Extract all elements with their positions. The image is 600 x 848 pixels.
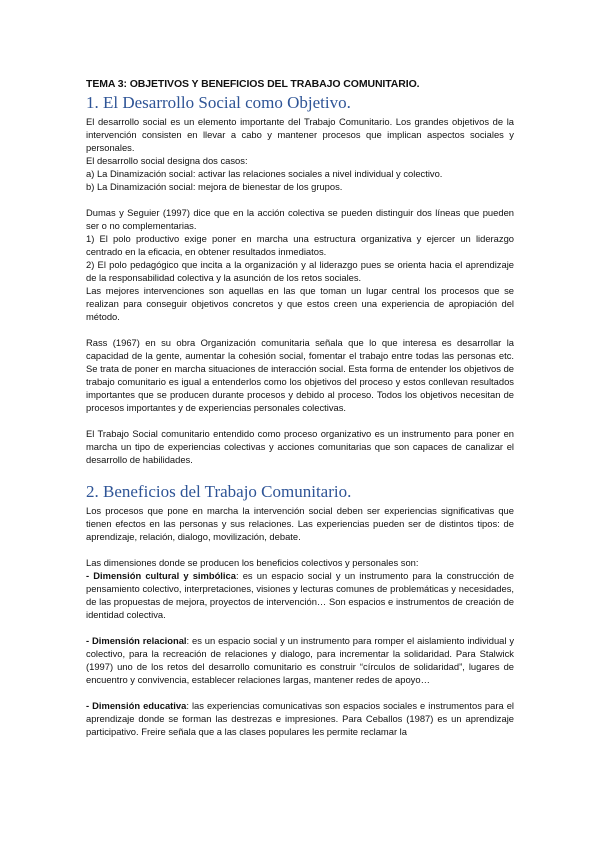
dimension-cultural xyxy=(86,569,514,621)
dimension-label: - Dimensión educativa xyxy=(86,700,187,711)
paragraph: Las mejores intervenciones son aquellas en las que toman un lugar central los procesos que se realizan para conseguir objetivos concretos y que estos creen una experiencia de apropiación del método. xyxy=(86,285,514,322)
paragraph: El desarrollo social designa dos casos: xyxy=(86,155,248,166)
dimension-label: - Dimensión relacional xyxy=(86,635,187,646)
list-item: b) La Dinamización social: mejora de bienestar de los grupos. xyxy=(86,181,343,192)
list-item: 2) El polo pedagógico que incita a la organización y al liderazgo pues se orienta hacia el aprendizaje de la responsabilidad colectiva y la asunción de los retos sociales. xyxy=(86,259,514,283)
dimension-educativa xyxy=(86,699,514,738)
topic-title: TEMA 3: OBJETIVOS Y BENEFICIOS DEL TRABAJO COMUNITARIO. xyxy=(86,78,420,90)
section-2-heading: 2. Beneficios del Trabajo Comunitario. xyxy=(86,482,352,501)
list-item: 1) El polo productivo exige poner en marcha una estructura organizativa y ejercer un liderazgo centrado en la eficacia, en obtener resultados inmediatos. xyxy=(86,233,514,257)
dimension-text: : es un espacio social y un instrumento para la construcción de pensamiento colectivo, interpretaciones, visiones y lecturas comunes de problemáticas y necesidades, de las propuestas de mejora, proyectos de intervención… Son espacios e instrumentos de creación de identidad colectiva. xyxy=(86,570,514,620)
section-1-heading: 1. El Desarrollo Social como Objetivo. xyxy=(86,93,351,112)
paragraph: El Trabajo Social comunitario entendido como proceso organizativo es un instrumento para poner en marcha un tipo de experiencias colectivas y acciones comunitarias que son capaces de canalizar el desarrollo de habilidades. xyxy=(86,428,514,465)
paragraph: Los procesos que pone en marcha la intervención social deben ser experiencias significativas que tienen efectos en las personas y sus relaciones. Las experiencias pueden ser de distintos tipos: de aprendizaje, relación, dialogo, movilización, debate. xyxy=(86,505,514,542)
dimension-relacional xyxy=(86,634,514,686)
paragraph: Las dimensiones donde se producen los beneficios colectivos y personales son: xyxy=(86,557,419,568)
dimension-text: : es un espacio social y un instrumento para romper el aislamiento individual y colectivo, para la recreación de relaciones y dialogo, para incrementar la solidaridad. Para Stalwick (1997) uno de los retos del desarrollo comunitario es construir “círculos de solidaridad”, lugares de encuentro y convivencia, establecer relaciones largas, mantener redes de apoyo… xyxy=(86,635,515,685)
dimension-label: - Dimensión cultural y simbólica xyxy=(86,570,236,581)
paragraph: Rass (1967) en su obra Organización comunitaria señala que lo que interesa es desarrollar la capacidad de la gente, aumentar la cohesión social, fomentar el trabajo entre todas las personas etc. Se trata de poner en marcha situaciones de interacción social. Esta forma de entender los objetivos de trabajo comunitario es igual a entenderlos como los objetivos del proceso y estos conllevan resultados importantes que se producen durante procesos y debido al proceso. Todos los objetivos necesitan de procesos importantes y de experiencias personales colectivas. xyxy=(86,337,514,413)
list-item: a) La Dinamización social: activar las relaciones sociales a nivel individual y colectivo. xyxy=(86,168,443,179)
dimension-text: : las experiencias comunicativas son espacios sociales e instrumentos para el aprendizaje donde se forman las destrezas e impresiones. Para Ceballos (1987) es un aprendizaje participativo. Freire señala que a las clases populares les permite reclamar la xyxy=(86,700,514,737)
paragraph: Dumas y Seguier (1997) dice que en la acción colectiva se pueden distinguir dos líneas que pueden ser o no complementarias. xyxy=(86,207,514,231)
paragraph: El desarrollo social es un elemento importante del Trabajo Comunitario. Los grandes objetivos de la intervención consisten en llevar a cabo y mantener procesos que implican aspectos sociales y personales. xyxy=(86,116,514,153)
